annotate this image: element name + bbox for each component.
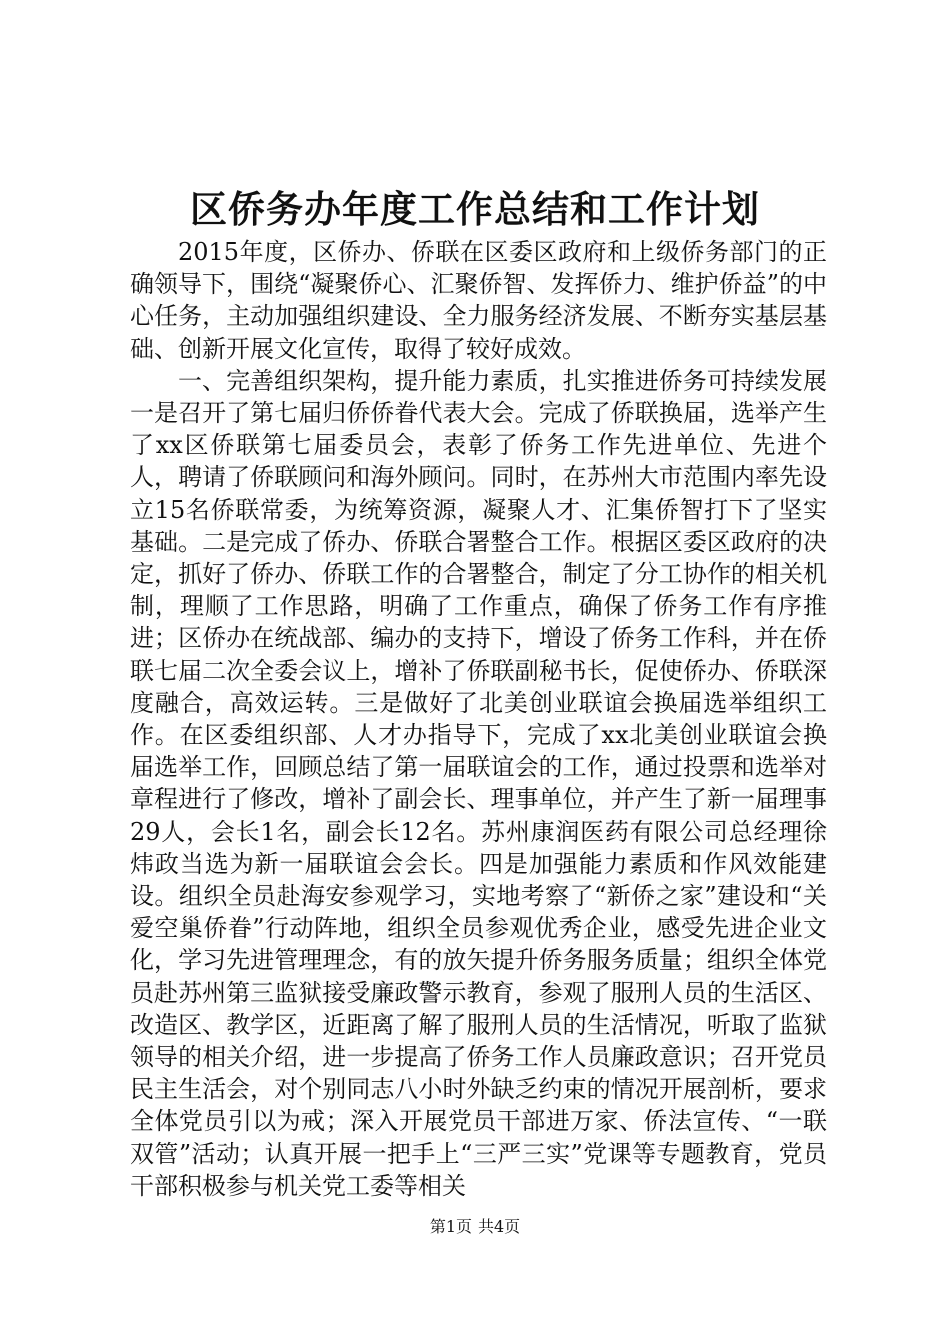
page-current: 第1页 (429, 1217, 472, 1236)
document-title: 区侨务办年度工作总结和工作计划 (190, 187, 760, 231)
paragraph-section-1: 一、完善组织架构，提升能力素质，扎实推进侨务可持续发展一是召开了第七届归侨侨眷代表大会。完成了侨联换届，选举产生了xx区侨联第七届委员会，表彰了侨务工作先进单位、先进个人，聘请了侨联顾问和海外顾问。同时，在苏州大市范围内率先设立15名侨联常委，为统筹资源，凝聚人才、汇集侨智打下了坚实基础。二是完成了侨办、侨联合署整合工作。根据区委区政府的决定，抓好了侨办、侨联工作的合署整合，制定了分工协作的相关机制，理顺了工作思路，明确了工作重点，确保了侨务工作有序推进；区侨办在统战部、编办的支持下，增设了侨务工作科，并在侨联七届二次全委会议上，增补了侨联副秘书长，促使侨办、侨联深度融合，高效运转。三是做好了北美创业联谊会换届选举组织工作。在区委组织部、人才办指导下，完成了xx北美创业联谊会换届选举工作，回顾总结了第一届联谊会的工作，通过投票和选举对章程进行了修改，增补了副会长、理事单位，并产生了新一届理事29人，会长1名，副会长12名。苏州康润医药有限公司总经理徐炜政当选为新一届联谊会会长。四是加强能力素质和作风效能建设。组织全员赴海安参观学习，实地考察了“新侨之家”建设和“关爱空巢侨眷”行动阵地，组织全员参观优秀企业，感受先进企业文化，学习先进管理理念，有的放矢提升侨务服务质量；组织全体党员赴苏州第三监狱接受廉政警示教育，参观了服刑人员的生活区、改造区、教学区，近距离了解了服刑人员的生活情况，听取了监狱领导的相关介绍，进一步提高了侨务工作人员廉政意识；召开党员民主生活会，对个别同志八小时外缺乏约束的情况开展剖析，要求全体党员引以为戒；深入开展党员干部进万家、侨法宣传、“一联双管”活动；认真开展一把手上“三严三实”党课等专题教育，党员干部积极参与机关党工委等相关 (130, 366, 827, 1200)
page-number-footer (0, 1216, 950, 1238)
document-body (130, 236, 827, 1202)
page-total: 共4页 (478, 1217, 521, 1236)
paragraph-intro: 2015年度，区侨办、侨联在区委区政府和上级侨务部门的正确领导下，围绕“凝聚侨心、汇聚侨智、发挥侨力、维护侨益”的中心任务，主动加强组织建设、全力服务经济发展、不断夯实基层基础、创新开展文化宣传，取得了较好成效。 (130, 238, 827, 363)
